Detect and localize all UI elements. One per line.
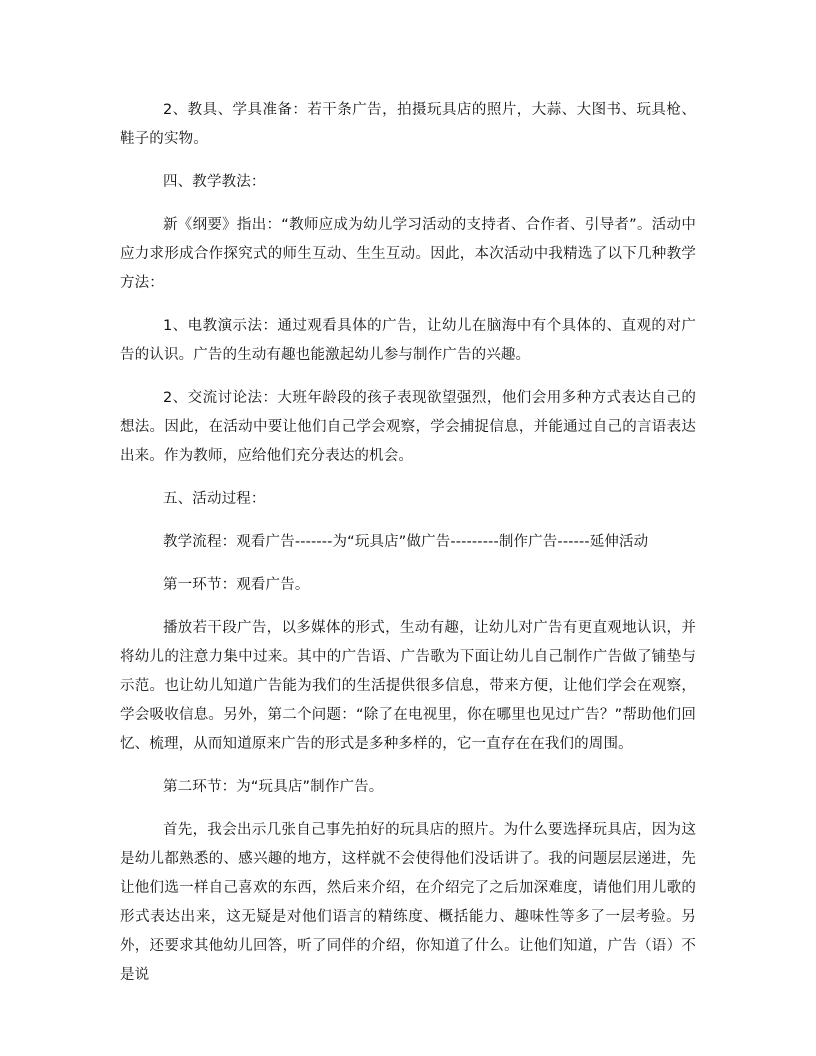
paragraph-discussion-method: 2、交流讨论法：大班年龄段的孩子表现欲望强烈，他们会用多种方式表达自己的想法。因此，在活动中要让他们自己学会观察，学会捕捉信息，并能通过自己的言语表达出来。作为教师，应给他们充分表达的机会。 <box>120 390 696 464</box>
paragraph-teaching-flow: 教学流程：观看广告-------为“玩具店”做广告---------制作广告------延伸活动 <box>163 534 649 550</box>
paragraph-demo-method: 1、电教演示法：通过观看具体的广告，让幼儿在脑海中有个具体的、直观的对广告的认识。广告的生动有趣也能激起幼儿参与制作广告的兴趣。 <box>120 318 696 363</box>
paragraph-first-stage: 播放若干段广告，以多媒体的形式，生动有趣，让幼儿对广告有更直观地认识，并将幼儿的注意力集中过来。其中的广告语、广告歌为下面让幼儿自己制作广告做了铺垫与示范。也让幼儿知道广告能为我们的生活提供很多信息，带来方便，让他们学会在观察，学会吸收信息。另外，第二个问题：“除了在电视里，你在哪里也见过广告？”帮助他们回忆、梳理，从而知道原来广告的形式是多种多样的，它一直存在在我们的周围。 <box>120 620 696 752</box>
heading-activity-process: 五、活动过程： <box>163 491 266 507</box>
heading-second-stage: 第二环节：为“玩具店”制作广告。 <box>163 779 384 795</box>
heading-teaching-methods: 四、教学教法： <box>163 174 266 190</box>
paragraph-teaching-aids: 2、教具、学具准备：若干条广告，拍摄玩具店的照片，大蒜、大图书、玩具枪、鞋子的实物。 <box>120 102 696 147</box>
document-body <box>120 96 696 1004</box>
heading-first-stage: 第一环节：观看广告。 <box>163 577 310 593</box>
paragraph-second-stage: 首先，我会出示几张自己事先拍好的玩具店的照片。为什么要选择玩具店，因为这是幼儿都熟悉的、感兴趣的地方，这样就不会使得他们没话讲了。我的问题层层递进，先让他们选一样自己喜欢的东西，然后来介绍，在介绍完了之后加深难度，请他们用儿歌的形式表达出来，这无疑是对他们语言的精练度、概括能力、趣味性等多了一层考验。另外，还要求其他幼儿回答，听了同伴的介绍，你知道了什么。让他们知道，广告（语）不是说 <box>120 822 696 983</box>
paragraph-guideline: 新《纲要》指出：“教师应成为幼儿学习活动的支持者、合作者、引导者”。活动中应力求形成合作探究式的师生互动、生生互动。因此，本次活动中我精选了以下几种教学方法： <box>120 217 696 291</box>
